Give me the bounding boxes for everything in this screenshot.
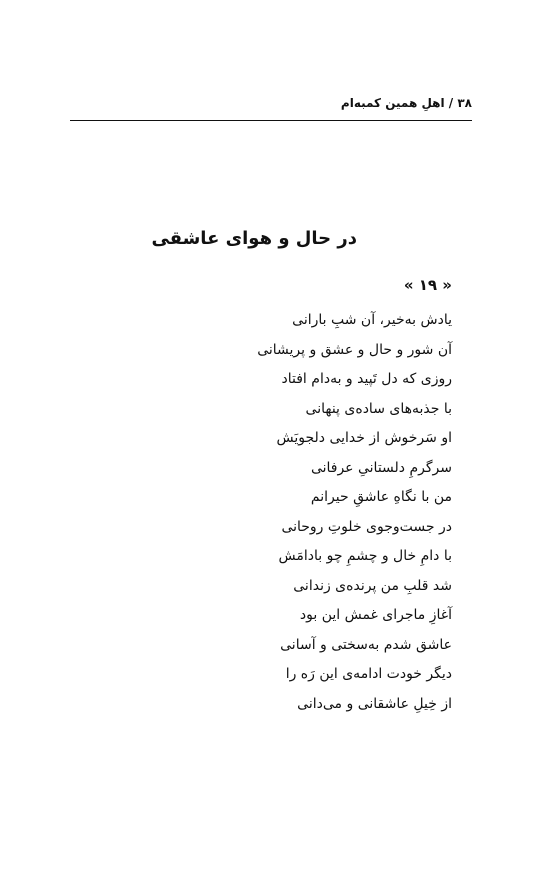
poem-line: عاشق شدم به‌سختی و آسانی <box>280 636 452 653</box>
poem-line: من با نگاهِ عاشقِ حیرانم <box>310 489 452 505</box>
poem-line: شد قلبِ من پرنده‌ی زندانی <box>293 577 452 594</box>
header-divider <box>70 120 472 121</box>
poem-line: در جست‌وجوی خلوتِ روحانی <box>281 518 452 535</box>
poem-line: با دامِ خال و چشمِ چو بادامَش <box>278 548 452 564</box>
poem-number: « ۱۹ » <box>403 276 452 294</box>
poem-line: آغازِ ماجرای غمش این بود <box>299 607 452 623</box>
running-header: ۳۸ / اهلِ همین کمبه‌ام <box>340 96 472 110</box>
poem-line: از خِیلِ عاشقانی و می‌دانی <box>297 695 452 712</box>
poem-line: سرگرمِ دلستانیِ عرفانی <box>310 459 452 476</box>
poem-line: با جذبه‌های ساده‌ی پنهانی <box>305 400 452 417</box>
poem-line: آن شور و حال و عشق و پریشانی <box>257 341 452 358</box>
poem-body <box>257 306 452 719</box>
poem-line: یادش به‌خیر، آن شبِ بارانی <box>292 312 452 328</box>
section-title: در حال و هوای عاشقی <box>151 228 357 249</box>
poem-line: روزی که دل تَپید و به‌دام افتاد <box>281 371 452 387</box>
poem-line: دیگر خودت ادامه‌ی این رَه را <box>285 666 452 682</box>
poem-line: او سَرخوش از خدایی دلجویَش <box>276 430 452 446</box>
